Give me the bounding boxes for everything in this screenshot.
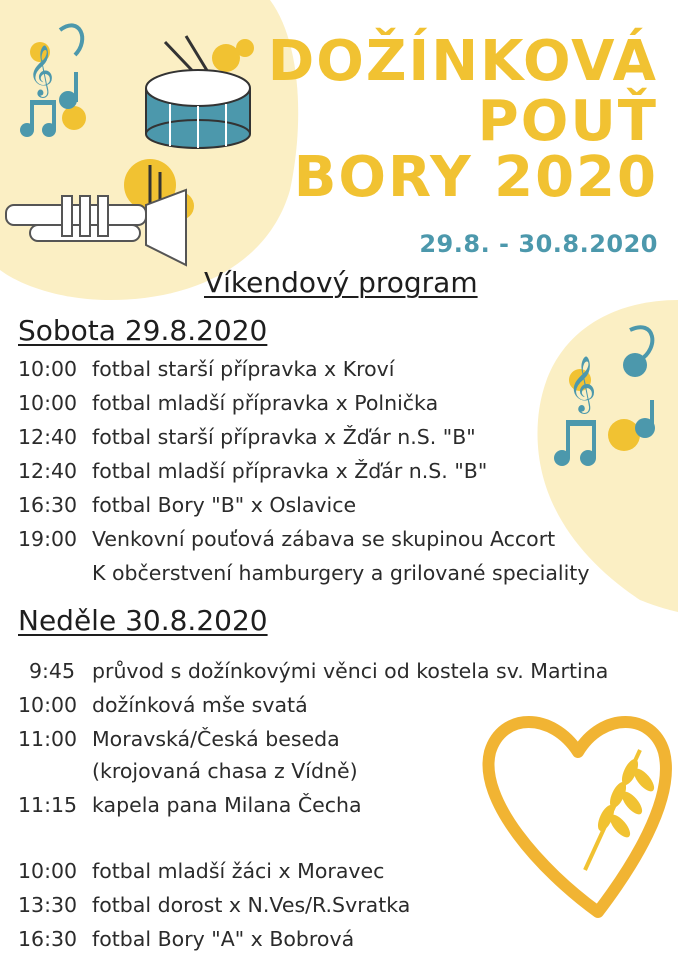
- poster-title-line1: DOŽÍNKOVÁ: [267, 29, 658, 94]
- event-text: kapela pana Milana Čecha: [92, 793, 362, 817]
- list-item: [18, 354, 395, 384]
- list-item: [18, 456, 487, 486]
- event-dates: 29.8. - 30.8.2020: [419, 230, 658, 258]
- event-time: 13:30: [18, 893, 78, 917]
- event-text: průvod s dožínkovými věnci od kostela sv. Martina: [92, 659, 609, 683]
- list-item: [18, 790, 362, 820]
- event-time: 10:00: [18, 859, 78, 883]
- event-time: 10:00: [18, 693, 78, 717]
- list-item: [18, 656, 608, 686]
- event-time: 9:45: [28, 659, 75, 683]
- list-item: [18, 690, 308, 720]
- svg-text:𝄞: 𝄞: [568, 356, 597, 412]
- event-time: 10:00: [18, 391, 78, 415]
- svg-text:𝄞: 𝄞: [28, 45, 55, 96]
- wheat-heart-icon: [488, 722, 665, 912]
- saturday-heading: Sobota 29.8.2020: [18, 314, 268, 347]
- event-time: 12:40: [18, 459, 78, 483]
- event-text: fotbal mladší žáci x Moravec: [92, 859, 385, 883]
- program-heading: Víkendový program: [204, 266, 478, 299]
- sunday-heading: Neděle 30.8.2020: [18, 604, 268, 637]
- event-text: fotbal starší přípravka x Kroví: [92, 357, 395, 381]
- event-time: 12:40: [18, 425, 78, 449]
- list-item: [18, 890, 410, 920]
- list-item: [18, 422, 476, 452]
- event-text: fotbal dorost x N.Ves/R.Svratka: [92, 893, 411, 917]
- sunday-note: (krojovaná chasa z Vídně): [92, 759, 358, 783]
- list-item: [18, 924, 354, 954]
- event-time: 10:00: [18, 357, 78, 381]
- list-item: [18, 724, 340, 754]
- list-item: [18, 856, 384, 886]
- event-time: 11:00: [18, 727, 78, 751]
- event-time: 16:30: [18, 493, 78, 517]
- poster-title-line2: POUŤ: [477, 89, 658, 154]
- event-text: fotbal mladší přípravka x Polnička: [92, 391, 439, 415]
- event-text: Moravská/Česká beseda: [92, 727, 340, 751]
- saturday-note: K občerstvení hamburgery a grilované speciality: [92, 561, 590, 585]
- list-item: [18, 524, 555, 554]
- event-time: 11:15: [18, 793, 78, 817]
- event-text: fotbal Bory "B" x Oslavice: [92, 493, 357, 517]
- list-item: [18, 490, 356, 520]
- event-time: 16:30: [18, 927, 78, 951]
- event-text: fotbal mladší přípravka x Žďár n.S. "B": [92, 459, 488, 483]
- event-text: fotbal starší přípravka x Žďár n.S. "B": [92, 425, 476, 449]
- event-text: fotbal Bory "A" x Bobrová: [92, 927, 355, 951]
- poster-title-line3: BORY 2020: [293, 145, 658, 210]
- event-text: dožínková mše svatá: [92, 693, 308, 717]
- event-time: 19:00: [18, 527, 78, 551]
- event-text: Venkovní pouťová zábava se skupinou Accort: [92, 527, 556, 551]
- list-item: [18, 388, 438, 418]
